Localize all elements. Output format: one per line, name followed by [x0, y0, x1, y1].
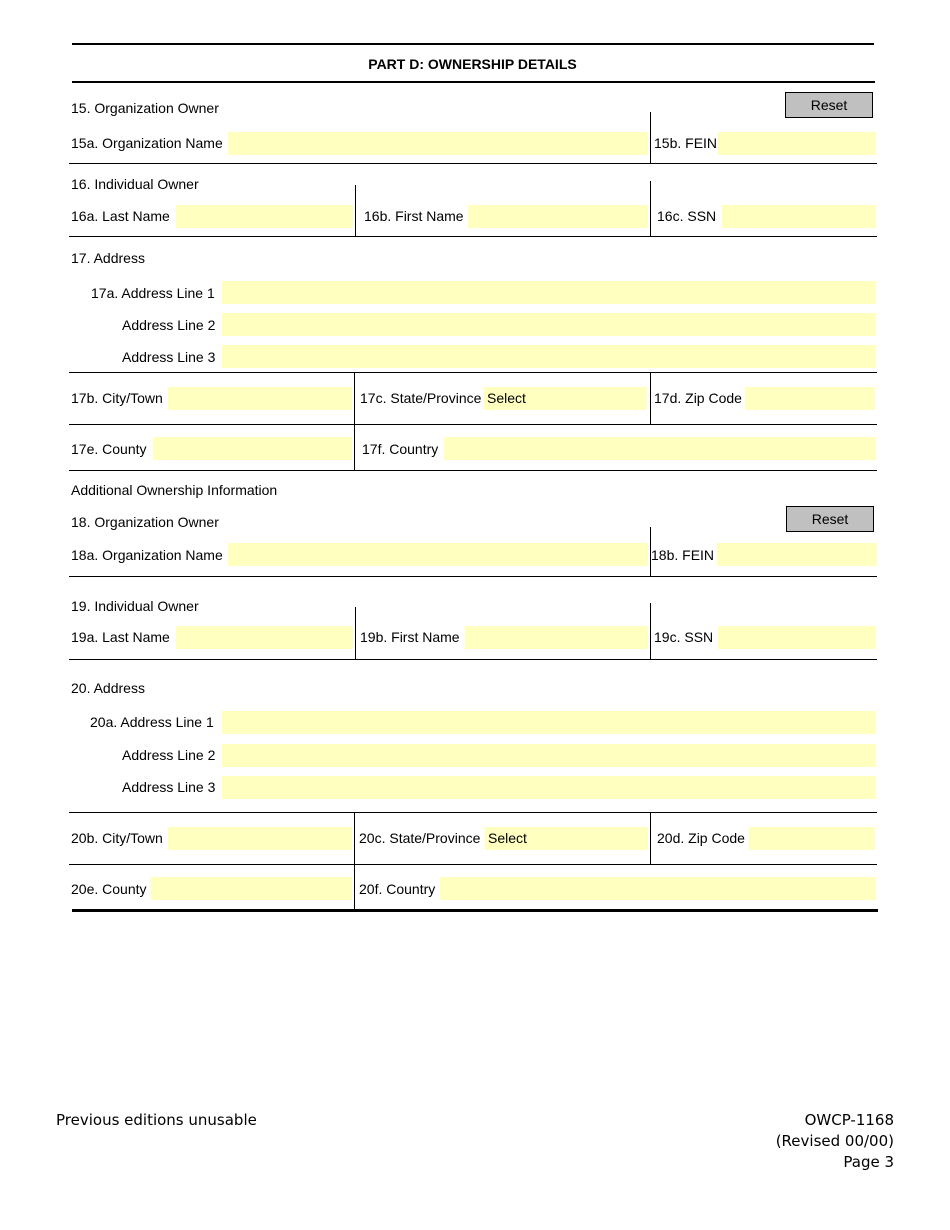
- s16c-label: 16c. SSN: [657, 208, 717, 224]
- county-17-input[interactable]: [153, 437, 352, 460]
- s20c-label: 20c. State/Province: [359, 830, 481, 846]
- first-name-16-input[interactable]: [468, 205, 648, 228]
- s16b-label: 16b. First Name: [364, 208, 464, 224]
- fein-18-input[interactable]: [717, 543, 877, 566]
- bottom-border: [72, 909, 878, 912]
- country-20-input[interactable]: [440, 877, 876, 900]
- s19b-label: 19b. First Name: [360, 629, 460, 645]
- s20-city-divider-1: [354, 812, 355, 864]
- state-20-select[interactable]: Select: [485, 827, 648, 850]
- s16a-label: 16a. Last Name: [71, 208, 170, 224]
- additional-info-heading: Additional Ownership Information: [71, 482, 278, 498]
- address-line2-17-input[interactable]: [222, 313, 876, 336]
- s19-divider-2: [650, 603, 651, 659]
- s17-line3-label: Address Line 3: [122, 349, 216, 365]
- s17-heading: 17. Address: [71, 250, 145, 266]
- s20a-label: 20a. Address Line 1: [90, 714, 214, 730]
- s16-divider-1: [355, 185, 356, 236]
- city-17-input[interactable]: [168, 387, 352, 410]
- page-number: Page 3: [843, 1153, 894, 1171]
- s19-divider-1: [355, 607, 356, 659]
- s17e-label: 17e. County: [71, 441, 147, 457]
- s17-county-divider: [354, 424, 355, 470]
- s20b-label: 20b. City/Town: [71, 830, 163, 846]
- s20-address-bottom: [69, 812, 877, 813]
- s20-heading: 20. Address: [71, 680, 145, 696]
- s20d-label: 20d. Zip Code: [657, 830, 745, 846]
- s17f-label: 17f. Country: [362, 441, 439, 457]
- county-20-input[interactable]: [151, 877, 352, 900]
- s20-county-divider: [354, 864, 355, 910]
- s20-city-bottom: [69, 864, 877, 865]
- form-number: OWCP-1168: [804, 1111, 894, 1129]
- s17-city-divider-2: [650, 372, 651, 424]
- fein-15-input[interactable]: [718, 132, 876, 155]
- address-line1-17-input[interactable]: [222, 281, 876, 304]
- s19-heading: 19. Individual Owner: [71, 598, 199, 614]
- s20-line2-label: Address Line 2: [122, 747, 216, 763]
- ssn-16-input[interactable]: [722, 205, 876, 228]
- org-name-15-input[interactable]: [228, 132, 648, 155]
- s17-address-bottom: [69, 372, 877, 373]
- s15-heading: 15. Organization Owner: [71, 100, 219, 116]
- s17-line2-label: Address Line 2: [122, 317, 216, 333]
- zip-20-input[interactable]: [749, 827, 875, 850]
- s17-bottom: [69, 470, 877, 471]
- s18-bottom: [69, 576, 877, 577]
- s17d-label: 17d. Zip Code: [654, 390, 742, 406]
- s17a-label: 17a. Address Line 1: [91, 285, 215, 301]
- title-divider: [72, 81, 875, 83]
- s15b-label: 15b. FEIN: [654, 135, 718, 151]
- s18b-label: 18b. FEIN: [651, 547, 715, 563]
- last-name-19-input[interactable]: [176, 626, 353, 649]
- s17c-label: 17c. State/Province: [360, 390, 482, 406]
- s20-city-divider-2: [650, 812, 651, 864]
- last-name-16-input[interactable]: [176, 205, 353, 228]
- s16-divider-2: [650, 181, 651, 236]
- s17-city-divider-1: [354, 372, 355, 424]
- footer-form-info: [776, 1110, 894, 1173]
- s20f-label: 20f. Country: [359, 881, 436, 897]
- ssn-19-input[interactable]: [718, 626, 876, 649]
- part-title: PART D: OWNERSHIP DETAILS: [368, 56, 577, 72]
- revision-date: (Revised 00/00): [775, 1132, 894, 1150]
- s20e-label: 20e. County: [71, 881, 147, 897]
- org-name-18-input[interactable]: [228, 543, 648, 566]
- address-line3-17-input[interactable]: [222, 345, 876, 368]
- address-line1-20-input[interactable]: [222, 711, 876, 734]
- reset-button-18[interactable]: Reset: [786, 506, 874, 532]
- city-20-input[interactable]: [168, 827, 352, 850]
- footer-note: Previous editions unusable: [56, 1111, 257, 1129]
- s18-heading: 18. Organization Owner: [71, 514, 219, 530]
- s17-city-bottom: [69, 424, 877, 425]
- s17b-label: 17b. City/Town: [71, 390, 163, 406]
- address-line2-20-input[interactable]: [222, 744, 876, 767]
- reset-button-15[interactable]: Reset: [785, 92, 873, 118]
- zip-17-input[interactable]: [745, 387, 875, 410]
- s18a-label: 18a. Organization Name: [71, 547, 223, 563]
- s19c-label: 19c. SSN: [654, 629, 714, 645]
- s19a-label: 19a. Last Name: [71, 629, 170, 645]
- s15-divider: [650, 112, 651, 163]
- s16-bottom: [69, 236, 877, 237]
- first-name-19-input[interactable]: [465, 626, 648, 649]
- country-17-input[interactable]: [444, 437, 876, 460]
- s16-heading: 16. Individual Owner: [71, 176, 199, 192]
- s15a-label: 15a. Organization Name: [71, 135, 223, 151]
- top-border: [72, 43, 874, 45]
- s19-bottom: [69, 659, 877, 660]
- s15-bottom: [69, 163, 877, 164]
- s20-line3-label: Address Line 3: [122, 779, 216, 795]
- address-line3-20-input[interactable]: [222, 776, 876, 799]
- state-17-select[interactable]: Select: [484, 387, 647, 410]
